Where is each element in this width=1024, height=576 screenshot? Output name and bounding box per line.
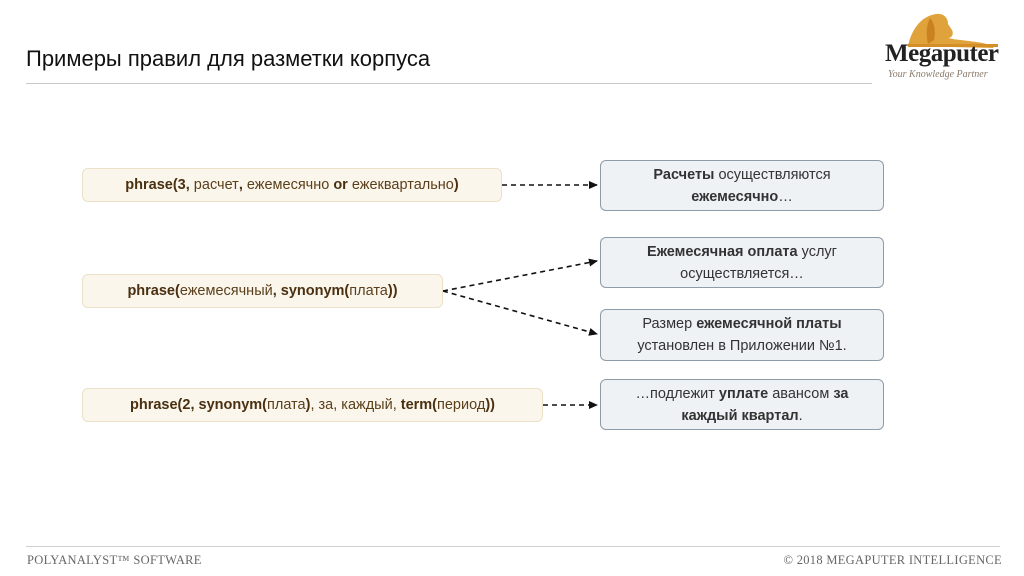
result-box-1: [600, 160, 884, 211]
text-fragment: , за, каждый,: [310, 397, 401, 413]
result-text: [611, 313, 873, 357]
result-text: [611, 164, 873, 208]
bold-fragment: уплате: [718, 385, 769, 402]
bold-fragment: phrase(: [127, 283, 180, 299]
bold-fragment: ежемесячной платы: [696, 316, 842, 332]
text-fragment: …подлежит: [635, 385, 719, 402]
bold-fragment: or: [333, 177, 348, 193]
text-fragment: осуществляются: [714, 166, 831, 183]
result-box-4: [600, 379, 884, 430]
bold-fragment: , synonym(: [272, 283, 350, 299]
bold-fragment: Расчеты: [653, 166, 715, 183]
arrow-rule2-result2: [443, 261, 597, 291]
bold-fragment: phrase(2, synonym(: [130, 397, 267, 413]
text-fragment: период: [437, 397, 486, 413]
text-fragment: .: [798, 407, 803, 424]
rule-text: [130, 397, 495, 413]
rule-text: [127, 283, 397, 299]
slide-title: Примеры правил для разметки корпуса: [26, 46, 431, 71]
bold-fragment: term(: [400, 397, 438, 413]
rule-text: [125, 177, 458, 193]
result-text: [611, 383, 873, 427]
logo-tagline: Your Knowledge Partner: [888, 69, 988, 80]
rule-box-1: [82, 168, 502, 202]
footer-left-text: POLYANALYST™ SOFTWARE: [27, 553, 202, 567]
text-fragment: услуг осуществляется…: [680, 243, 837, 282]
footer-right-text: © 2018 MEGAPUTER INTELLIGENCE: [783, 553, 1002, 567]
text-fragment: Размер: [642, 316, 697, 332]
arrow-rule2-result3: [443, 291, 597, 334]
result-box-3: [600, 309, 884, 361]
text-fragment: плата: [267, 397, 306, 413]
bold-fragment: )): [387, 283, 398, 299]
bold-fragment: Ежемесячная оплата: [647, 243, 798, 260]
bold-fragment: ): [305, 397, 311, 413]
bold-fragment: за каждый квартал: [681, 385, 849, 424]
bold-fragment: phrase(3,: [125, 177, 190, 193]
text-fragment: …: [778, 188, 793, 205]
text-fragment: авансом: [768, 385, 834, 402]
bold-fragment: ): [453, 177, 459, 193]
text-fragment: расчет: [189, 177, 239, 193]
bold-fragment: ,: [238, 177, 243, 193]
bold-fragment: )): [485, 397, 495, 413]
text-fragment: установлен в Приложении №1.: [637, 338, 847, 354]
rule-box-2: [82, 274, 443, 308]
text-fragment: ежемесячно: [242, 177, 334, 193]
result-text: [611, 241, 873, 285]
footer-divider: [26, 546, 1000, 547]
text-fragment: ежемесячный: [179, 283, 273, 299]
logo-wordmark: Megaputer: [885, 40, 999, 67]
text-fragment: плата: [349, 283, 388, 299]
result-box-2: [600, 237, 884, 288]
rule-box-3: [82, 388, 543, 422]
text-fragment: ежеквартально: [347, 177, 454, 193]
bold-fragment: ежемесячно: [691, 188, 779, 205]
